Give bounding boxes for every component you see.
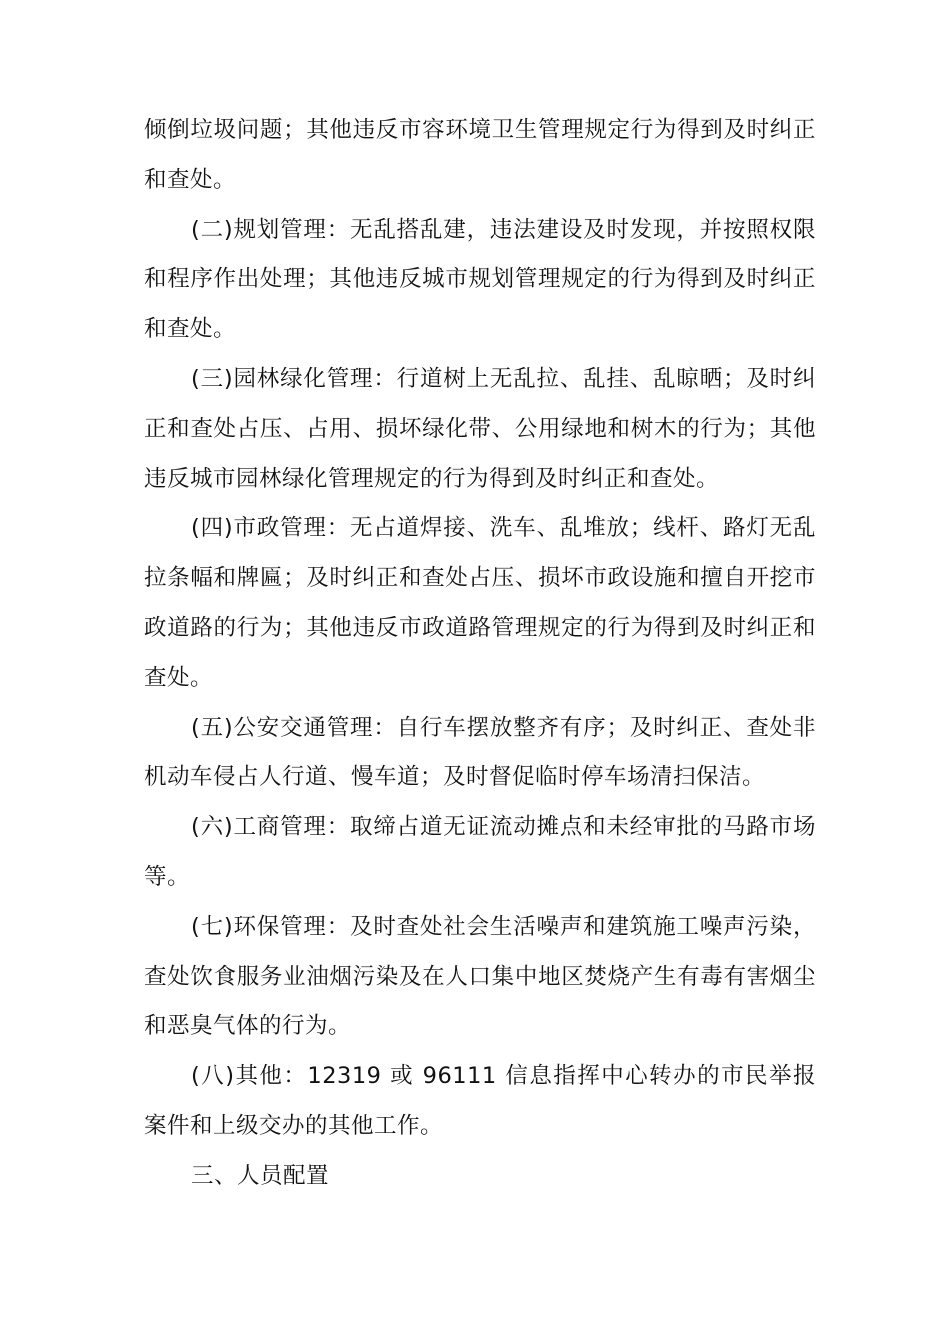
paragraph-commerce: (六)工商管理：取缔占道无证流动摊点和未经审批的马路市场等。 — [144, 814, 816, 890]
paragraph-traffic: (五)公安交通管理：自行车摆放整齐有序；及时纠正、查处非机动车侵占人行道、慢车道；及时督促临时停车场清扫保洁。 — [144, 714, 816, 791]
paragraph-continuation: 倾倒垃圾问题；其他违反市容环境卫生管理规定行为得到及时纠正和查处。 — [144, 117, 816, 193]
paragraph-other: (八)其他：12319 或 96111 信息指挥中心转办的市民举报案件和上级交办的其他工作。 — [144, 1063, 816, 1139]
section-heading-staffing: 三、人员配置 — [191, 1162, 330, 1189]
paragraph-environment: (七)环保管理：及时查处社会生活噪声和建筑施工噪声污染，查处饮食服务业油烟污染及在人口集中地区焚烧产生有毒有害烟尘和恶臭气体的行为。 — [144, 913, 816, 1040]
paragraph-municipal: (四)市政管理：无占道焊接、洗车、乱堆放；线杆、路灯无乱拉条幅和牌匾；及时纠正和查处占压、损坏市政设施和擅自开挖市政道路的行为；其他违反市政道路管理规定的行为得到及时纠正和查处。 — [144, 515, 816, 691]
document-body — [144, 106, 816, 1202]
paragraph-planning: (二)规划管理：无乱搭乱建，违法建设及时发现，并按照权限和程序作出处理；其他违反城市规划管理规定的行为得到及时纠正和查处。 — [144, 216, 816, 343]
paragraph-greening: (三)园林绿化管理：行道树上无乱拉、乱挂、乱晾晒；及时纠正和查处占压、占用、损坏绿化带、公用绿地和树木的行为；其他违反城市园林绿化管理规定的行为得到及时纠正和查处。 — [144, 365, 816, 492]
